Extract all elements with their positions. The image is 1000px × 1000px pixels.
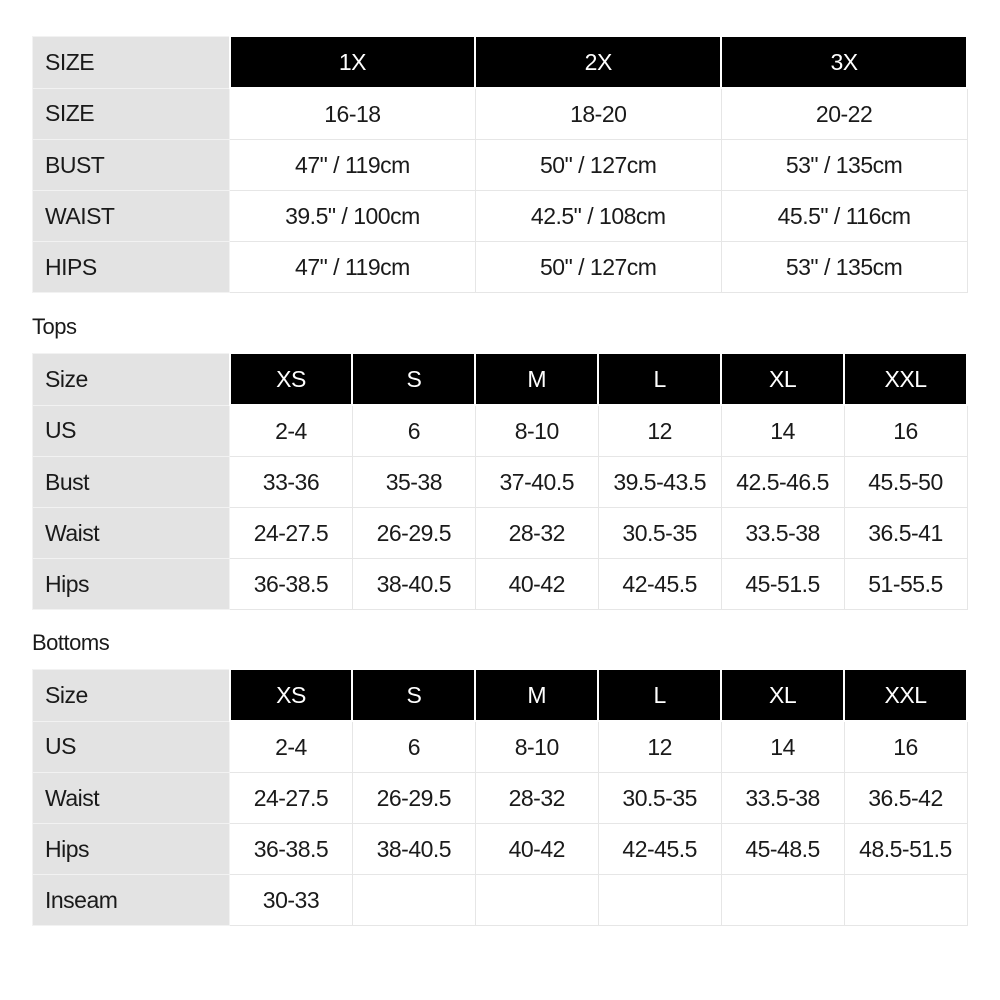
row-label-cell: HIPS [33,242,230,293]
header-size-cell: S [352,669,475,721]
value-cell [721,875,844,926]
tops-size-chart-table [32,352,968,610]
value-cell: 39.5" / 100cm [230,191,476,242]
row-label-cell: Waist [33,773,230,824]
plus-size-chart-table [32,35,968,293]
value-cell: 42.5-46.5 [721,457,844,508]
header-size-cell: XS [230,353,353,405]
value-cell: 40-42 [475,824,598,875]
value-cell: 26-29.5 [352,508,475,559]
row-label-cell: Waist [33,508,230,559]
table-header-row [33,353,968,405]
value-cell: 2-4 [230,405,353,457]
header-size-cell: XXL [844,353,967,405]
value-cell: 36-38.5 [230,824,353,875]
value-cell: 18-20 [475,88,721,140]
row-label-cell: SIZE [33,88,230,140]
value-cell: 42.5" / 108cm [475,191,721,242]
row-label-cell: Inseam [33,875,230,926]
value-cell: 33.5-38 [721,508,844,559]
value-cell: 24-27.5 [230,773,353,824]
table-row [33,191,968,242]
value-cell: 16 [844,405,967,457]
value-cell: 42-45.5 [598,824,721,875]
header-size-cell: L [598,353,721,405]
table-row [33,242,968,293]
table-row [33,559,968,610]
table-row [33,824,968,875]
header-size-cell: M [475,353,598,405]
value-cell: 16 [844,721,967,773]
header-size-cell: 2X [475,36,721,88]
row-label-cell: WAIST [33,191,230,242]
header-label-cell: Size [33,353,230,405]
value-cell [598,875,721,926]
table-row [33,140,968,191]
value-cell: 12 [598,405,721,457]
table-header-row [33,36,968,88]
value-cell: 12 [598,721,721,773]
value-cell: 45-51.5 [721,559,844,610]
value-cell: 47" / 119cm [230,242,476,293]
table-row [33,405,968,457]
table-row [33,721,968,773]
value-cell: 26-29.5 [352,773,475,824]
header-size-cell: L [598,669,721,721]
header-size-cell: XL [721,669,844,721]
value-cell: 24-27.5 [230,508,353,559]
row-label-cell: US [33,721,230,773]
value-cell: 45-48.5 [721,824,844,875]
value-cell: 45.5" / 116cm [721,191,967,242]
value-cell: 53" / 135cm [721,242,967,293]
value-cell: 6 [352,405,475,457]
value-cell: 6 [352,721,475,773]
value-cell: 35-38 [352,457,475,508]
table-row [33,508,968,559]
value-cell: 50" / 127cm [475,242,721,293]
header-size-cell: XS [230,669,353,721]
value-cell: 16-18 [230,88,476,140]
value-cell: 42-45.5 [598,559,721,610]
row-label-cell: Hips [33,559,230,610]
bottoms-section-title: Bottoms [32,630,110,655]
value-cell: 36-38.5 [230,559,353,610]
value-cell: 2-4 [230,721,353,773]
header-size-cell: S [352,353,475,405]
table-row [33,773,968,824]
header-size-cell: XXL [844,669,967,721]
header-label-cell: Size [33,669,230,721]
bottoms-size-chart-table [32,668,968,926]
value-cell: 36.5-41 [844,508,967,559]
value-cell: 48.5-51.5 [844,824,967,875]
table-row [33,88,968,140]
value-cell: 28-32 [475,508,598,559]
value-cell: 36.5-42 [844,773,967,824]
value-cell: 33.5-38 [721,773,844,824]
value-cell: 33-36 [230,457,353,508]
value-cell: 38-40.5 [352,824,475,875]
row-label-cell: Hips [33,824,230,875]
table-row [33,875,968,926]
header-size-cell: M [475,669,598,721]
header-size-cell: 3X [721,36,967,88]
value-cell: 38-40.5 [352,559,475,610]
value-cell: 30.5-35 [598,508,721,559]
value-cell: 8-10 [475,405,598,457]
row-label-cell: BUST [33,140,230,191]
value-cell: 30.5-35 [598,773,721,824]
row-label-cell: Bust [33,457,230,508]
header-label-cell: SIZE [33,36,230,88]
value-cell: 39.5-43.5 [598,457,721,508]
tops-section-title: Tops [32,314,77,339]
value-cell: 28-32 [475,773,598,824]
value-cell [475,875,598,926]
table-row [33,457,968,508]
value-cell [844,875,967,926]
value-cell: 47" / 119cm [230,140,476,191]
value-cell: 45.5-50 [844,457,967,508]
value-cell: 53" / 135cm [721,140,967,191]
value-cell: 50" / 127cm [475,140,721,191]
value-cell: 14 [721,721,844,773]
value-cell [352,875,475,926]
header-size-cell: 1X [230,36,476,88]
row-label-cell: US [33,405,230,457]
value-cell: 40-42 [475,559,598,610]
header-size-cell: XL [721,353,844,405]
value-cell: 51-55.5 [844,559,967,610]
table-header-row [33,669,968,721]
value-cell: 8-10 [475,721,598,773]
value-cell: 14 [721,405,844,457]
value-cell: 30-33 [230,875,353,926]
value-cell: 20-22 [721,88,967,140]
value-cell: 37-40.5 [475,457,598,508]
